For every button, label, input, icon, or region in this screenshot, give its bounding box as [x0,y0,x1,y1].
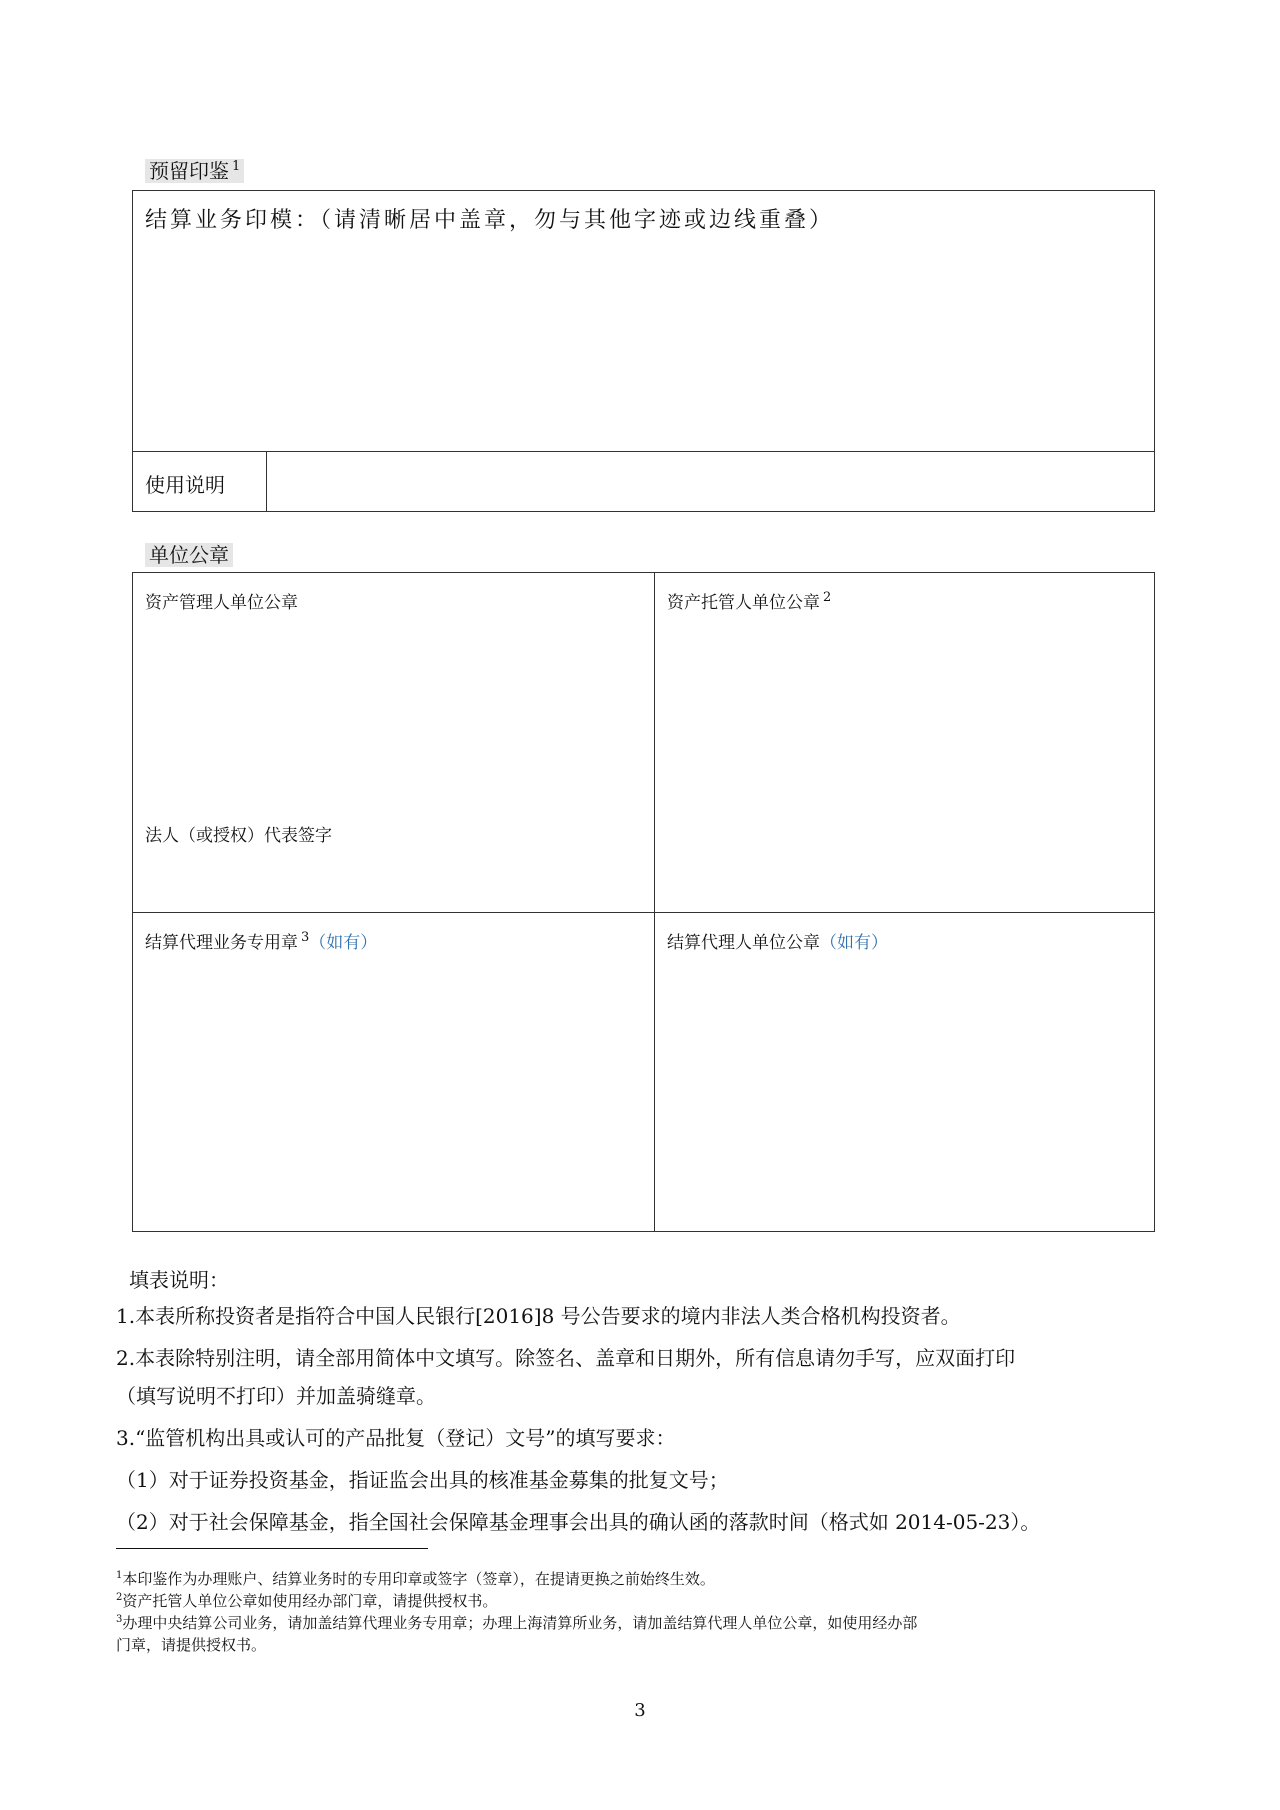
instruction-item: （2）对于社会保障基金，指全国社会保障基金理事会出具的确认函的落款时间（格式如 2014-05-23）。 [116,1510,1041,1534]
unit-seal-table-row-divider [132,912,1155,913]
agent-unit-seal-cell [667,928,888,953]
footnotes [116,1568,1186,1656]
unit-section-title: 单位公章 [145,541,233,569]
footnote-separator [116,1548,428,1549]
manager-seal-cell [145,588,298,613]
agent-special-seal-label: 结算代理业务专用章 [145,933,298,953]
agent-unit-seal-label: 结算代理人单位公章 [667,933,820,953]
custodian-seal-label: 资产托管人单位公章 [667,593,820,613]
seal-table [132,190,1155,512]
seal-section-title: 预留印鉴 $^1$ [145,157,244,185]
footnote-ref-3: 3 [301,930,310,946]
instructions-title: 填表说明： [129,1268,229,1292]
unit-seal-table [132,572,1155,1232]
agent-special-seal-cell [145,928,377,953]
footnote-2: $^2$资产托管人单位公章如使用经办部门章，请提供授权书。 [116,1592,498,1610]
legal-rep-label: 法人（或授权）代表签字 [145,826,332,846]
page-number: 3 [634,1700,646,1721]
agent-unit-seal-note: （如有） [820,933,888,953]
instruction-item: 1.本表所称投资者是指符合中国人民银行[2016]8 号公告要求的境内非法人类合格机构投资者。 [116,1304,961,1328]
footnote-ref-1: 1 [232,159,241,175]
seal-table-column-divider [266,451,267,512]
usage-label: 使用说明 [145,473,225,497]
unit-seal-table-column-divider [654,572,655,1232]
instruction-item: 2.本表除特别注明，请全部用简体中文填写。除签名、盖章和日期外，所有信息请勿手写，应双面打印 [116,1346,1016,1370]
manager-seal-label: 资产管理人单位公章 [145,593,298,613]
footnote-ref-2: 2 [823,590,832,606]
instruction-item: （1）对于证券投资基金，指证监会出具的核准基金募集的批复文号； [116,1468,729,1492]
instruction-item: 3.“监管机构出具或认可的产品批复（登记）文号”的填写要求： [116,1426,676,1450]
instructions-list [116,1302,1176,1536]
custodian-seal-cell [667,588,831,613]
footnote-3: $^3$办理中央结算公司业务，请加盖结算代理业务专用章；办理上海清算所业务，请加盖结算代理人单位公章，如使用经办部 [116,1614,918,1632]
footnote-3-continued: 门章，请提供授权书。 [116,1636,267,1654]
instruction-item: （填写说明不打印）并加盖骑缝章。 [116,1384,436,1408]
seal-table-divider [132,451,1155,452]
stamp-box-label: 结算业务印模：（请清晰居中盖章，勿与其他字迹或边线重叠） [145,208,835,233]
footnote-1: $^1$本印鉴作为办理账户、结算业务时的专用印章或签字（签章），在提请更换之前始终生效。 [116,1570,715,1588]
agent-special-seal-note: （如有） [309,933,378,953]
